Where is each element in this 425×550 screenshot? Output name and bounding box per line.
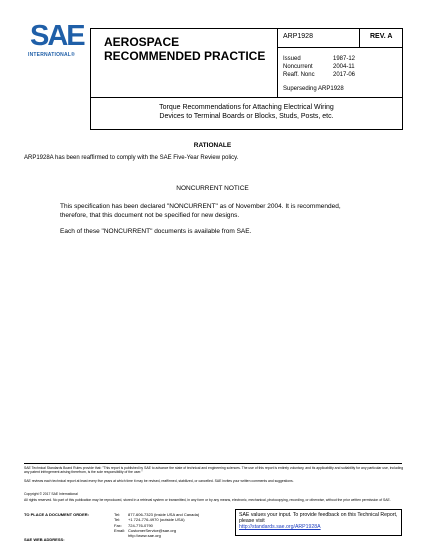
order-info <box>24 512 248 538</box>
order-key: Tel: <box>114 512 121 517</box>
order-key: Tel: <box>114 517 121 523</box>
date-value: 2004-11 <box>333 64 355 70</box>
footer-divider <box>24 463 402 464</box>
order-key: Email: <box>114 527 126 533</box>
order-value: 877-606-7323 (inside USA and Canada) <box>128 512 200 517</box>
date-row <box>283 71 373 79</box>
noncurrent-heading: NONCURRENT NOTICE <box>176 185 249 192</box>
sae-logo: SAE <box>30 20 84 52</box>
order-email-link[interactable]: CustomerService@sae.org <box>128 527 177 533</box>
footer-copyright: Copyright © 2017 SAE International <box>24 492 78 496</box>
feedback-link[interactable]: http://standards.sae.org/ARP1928A <box>239 524 321 531</box>
order-value: 724-776-0790 <box>128 522 153 528</box>
title-line-1: AEROSPACE <box>104 35 180 49</box>
date-row <box>283 63 373 71</box>
date-label: Reaff. Nonc <box>283 72 315 78</box>
subject-line-2: Devices to Terminal Boards or Blocks, Studs, Posts, etc. <box>159 113 334 120</box>
date-value: 2017-06 <box>333 72 356 78</box>
footer-disclaimer: SAE Technical Standards Board Rules provide that: "This report is published by SAE to advance the state of technical and engineering sciences. The use of this report is entirely voluntary, and its applicability and suitability for any particular use, including any patent infringement arising therefrom, is the sole responsibility of the user." <box>24 466 404 475</box>
order-key: Fax: <box>114 522 122 528</box>
footer-rights: All rights reserved. No part of this publication may be reproduced, stored in a retrieval system or transmitted, in any form or by any means, electronic, mechanical, photocopying, recording, or otherwise, without the prior written permission of SAE. <box>24 498 391 502</box>
title-line-2: RECOMMENDED PRACTICE <box>104 49 266 63</box>
web-address-label: SAE WEB ADDRESS: <box>24 537 65 542</box>
noncurrent-paragraph-2: Each of these "NONCURRENT" documents is available from SAE. <box>60 228 252 235</box>
feedback-text: SAE values your input. To provide feedback on this Technical Report, please visit <box>239 512 398 525</box>
date-value: 1987-12 <box>333 56 356 62</box>
order-label: TO PLACE A DOCUMENT ORDER: <box>24 512 89 517</box>
noncurrent-paragraph-1: This specification has been declared "NONCURRENT" as of November 2004. It is recommended, therefore, that this document not be specified for new designs. <box>60 203 341 219</box>
document-type-title <box>104 35 265 63</box>
sae-logo-subtitle: INTERNATIONAL® <box>28 52 75 58</box>
date-table <box>283 55 373 79</box>
order-key <box>114 533 128 538</box>
rationale-text: ARP1928A has been reaffirmed to comply with the SAE Five-Year Review policy. <box>24 155 239 161</box>
sae-website-link[interactable]: http://www.sae.org <box>128 533 161 539</box>
feedback-box <box>235 509 402 536</box>
date-label: Noncurrent <box>283 64 313 70</box>
footer-review-note: SAE reviews each technical report at least every five years at which time it may be revised, reaffirmed, stabilized, or cancelled. SAE invites your written comments and suggestions. <box>24 479 294 483</box>
date-row <box>283 55 373 63</box>
superseding-note: Superseding ARP1928 <box>283 86 344 92</box>
document-subject <box>90 98 403 130</box>
revision-label: REV. A <box>370 33 393 40</box>
subject-line-1: Torque Recommendations for Attaching Electrical Wiring <box>159 104 334 111</box>
document-number: ARP1928 <box>283 33 313 40</box>
order-value: +1 724-776-4970 (outside USA) <box>128 517 185 523</box>
rationale-heading: RATIONALE <box>193 142 232 149</box>
date-label: Issued <box>283 56 301 62</box>
